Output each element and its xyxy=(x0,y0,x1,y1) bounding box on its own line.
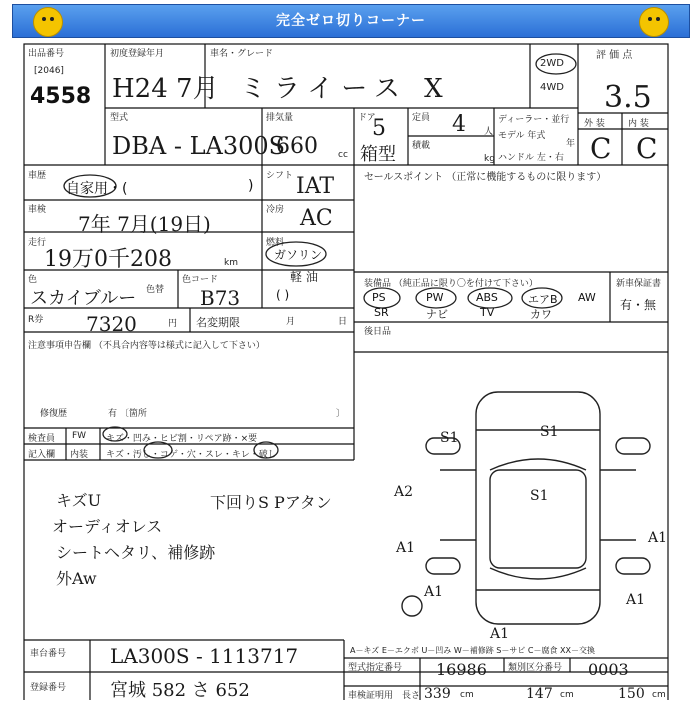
banner-title: 完全ゼロ切りコーナー xyxy=(276,13,426,29)
body-type: 箱型 xyxy=(360,144,396,165)
height-value: 150 xyxy=(618,686,645,702)
checker-row2-items: キズ・汚し・コゲ・穴・スレ・キレ・破し xyxy=(106,450,277,460)
note-line: 外Aw xyxy=(56,569,97,588)
seats-unit: 人 xyxy=(484,127,494,137)
repair-label: 修復歴 xyxy=(40,409,68,419)
first-reg-value: H24 7月 xyxy=(112,74,219,104)
type-designation-label: 型式指定番号 xyxy=(348,663,403,673)
recycle-label: R券 xyxy=(28,315,44,325)
equipment-sr: SR xyxy=(374,306,389,319)
length-label: 長さ xyxy=(402,691,421,701)
equipment-tv: TV xyxy=(480,306,495,319)
equipment-leather: カワ xyxy=(530,308,552,321)
equipment-ps: PS xyxy=(372,291,386,304)
color-value: スカイブルー xyxy=(30,288,137,309)
dealer-label: ディーラー・並行 xyxy=(498,115,570,125)
model-year-unit: 年 xyxy=(566,139,576,149)
equipment-airbag: エアB xyxy=(528,293,558,306)
model-year-label: モデル 年式 xyxy=(498,131,546,141)
checker-row2-key: 内装 xyxy=(70,450,89,460)
type-designation-value: 16986 xyxy=(436,660,487,679)
fuel-alt: 軽 油 xyxy=(290,270,318,284)
score-ext-value: C xyxy=(590,132,612,165)
height-unit: cm xyxy=(652,690,666,700)
width-value: 147 xyxy=(526,686,553,702)
model-label: 型式 xyxy=(110,113,129,123)
damage-mark: S1 xyxy=(530,488,549,504)
equipment-aw: AW xyxy=(578,291,596,304)
shift-value: IAT xyxy=(296,174,335,199)
plate-expiry-label: 名変期限 xyxy=(196,316,240,329)
fuel-paren: ( ) xyxy=(276,288,290,302)
score-label: 評 価 点 xyxy=(596,50,633,61)
checker-row2-label: 記入欄 xyxy=(28,450,56,460)
damage-mark: A1 xyxy=(490,626,510,642)
mileage-label: 走行 xyxy=(28,238,47,248)
width-unit: cm xyxy=(560,690,574,700)
repair-close: 〕 xyxy=(336,409,346,419)
plate-expiry-day: 日 xyxy=(338,317,348,327)
mileage-value: 19万0千208 xyxy=(44,247,172,272)
registration-value: 宮城 582 さ 652 xyxy=(110,680,250,701)
color-code-label: 色コード xyxy=(182,275,219,285)
checker-row1-key: FW xyxy=(72,431,87,441)
model-value: DBA - LA300S xyxy=(112,132,286,160)
recycle-value: 7320 xyxy=(86,312,137,336)
equipment-navi: ナビ xyxy=(426,308,448,321)
drive-2wd: 2WD xyxy=(540,58,564,69)
damage-mark: S1 xyxy=(440,430,459,446)
length-value: 339 xyxy=(424,686,451,702)
lot-number: 4558 xyxy=(30,84,92,109)
seats-label: 定員 xyxy=(412,113,431,123)
handle-label: ハンドル 左・右 xyxy=(498,153,564,163)
note-line: オーディオレス xyxy=(52,517,163,536)
damage-mark: A1 xyxy=(396,540,416,556)
history-close: ) xyxy=(248,178,254,194)
doors-value: 5 xyxy=(372,116,386,141)
checker-row1-items: キズ・凹み・ヒビ割・リペア跡・×要 xyxy=(106,434,258,444)
lot-sub: [2046] xyxy=(34,66,64,76)
warranty-label: 新車保証書 xyxy=(616,279,662,289)
first-reg-label: 初度登録年月 xyxy=(110,49,165,59)
damage-mark: A1 xyxy=(626,592,646,608)
rear-seat-label: 後日品 xyxy=(364,327,392,337)
cert-label: 車検証明用 xyxy=(348,691,394,701)
chassis-value: LA300S - 1113717 xyxy=(110,644,299,668)
displacement-label: 排気量 xyxy=(266,113,294,123)
load-label: 積載 xyxy=(412,141,431,151)
score-value: 3.5 xyxy=(604,80,652,115)
equipment-label: 装備品 （純正品に限り〇を付けて下さい） xyxy=(364,279,538,289)
doors-label: ドア xyxy=(358,113,376,123)
damage-legend: A－キズ E－エクボ U－凹み W－補修跡 S－サビ C－腐食 XX－交換 xyxy=(350,646,596,655)
warranty-value: 有・無 xyxy=(620,298,657,312)
checker-row1-label: 検査員 xyxy=(28,434,56,444)
lot-label: 出品番号 xyxy=(28,49,65,59)
load-unit: kg xyxy=(484,154,495,164)
recycle-unit: 円 xyxy=(168,319,178,329)
equipment-pw: PW xyxy=(426,291,444,304)
repair-value: 有 〔箇所 xyxy=(108,409,147,419)
damage-mark: S1 xyxy=(540,424,559,440)
color-label: 色 xyxy=(28,275,38,285)
inspection-value: 7年 7月(19日) xyxy=(78,212,211,236)
note-line: シートヘタリ、補修跡 xyxy=(56,543,216,562)
color-code-value: B73 xyxy=(200,286,241,310)
score-int-label: 内 装 xyxy=(628,119,649,129)
notes-label: 注意事項申告欄 （不具合内容等は様式に記入して下さい） xyxy=(28,341,265,351)
fuel-value: ガソリン xyxy=(274,248,323,262)
history-value: 自家用・( xyxy=(66,181,128,197)
aircon-label: 冷房 xyxy=(266,205,285,215)
damage-mark: A1 xyxy=(424,584,444,600)
displacement-value: 660 xyxy=(276,134,318,159)
seats-value: 4 xyxy=(452,112,466,137)
car-name-value: ミライース X xyxy=(240,74,451,104)
class-number-value: 0003 xyxy=(588,660,629,679)
fuel-label: 燃料 xyxy=(266,238,285,248)
registration-label: 登録番号 xyxy=(30,683,67,693)
plate-expiry-month: 月 xyxy=(286,317,296,327)
class-number-label: 類別区分番号 xyxy=(508,663,563,673)
displacement-unit: cc xyxy=(338,150,348,160)
shift-label: シフト xyxy=(266,171,294,181)
score-ext-label: 外 装 xyxy=(584,119,605,129)
note-line: キズU xyxy=(56,491,102,510)
chassis-label: 車台番号 xyxy=(30,649,67,659)
damage-mark: A2 xyxy=(394,484,414,500)
history-label: 車歴 xyxy=(28,171,47,181)
mileage-unit: km xyxy=(224,258,238,268)
sales-point-label: セールスポイント （正常に機能するものに限ります） xyxy=(364,172,607,183)
color-tone-label: 色替 xyxy=(146,285,165,295)
length-unit: cm xyxy=(460,690,474,700)
score-int-value: C xyxy=(636,132,658,165)
damage-mark: A1 xyxy=(648,530,668,546)
car-name-label: 車名・グレード xyxy=(210,49,274,59)
aircon-value: AC xyxy=(300,206,333,231)
drive-4wd: 4WD xyxy=(540,82,564,93)
note-underbody: 下回りS Pアタン xyxy=(210,493,332,512)
equipment-abs: ABS xyxy=(476,291,498,304)
inspection-label: 車検 xyxy=(28,205,47,215)
